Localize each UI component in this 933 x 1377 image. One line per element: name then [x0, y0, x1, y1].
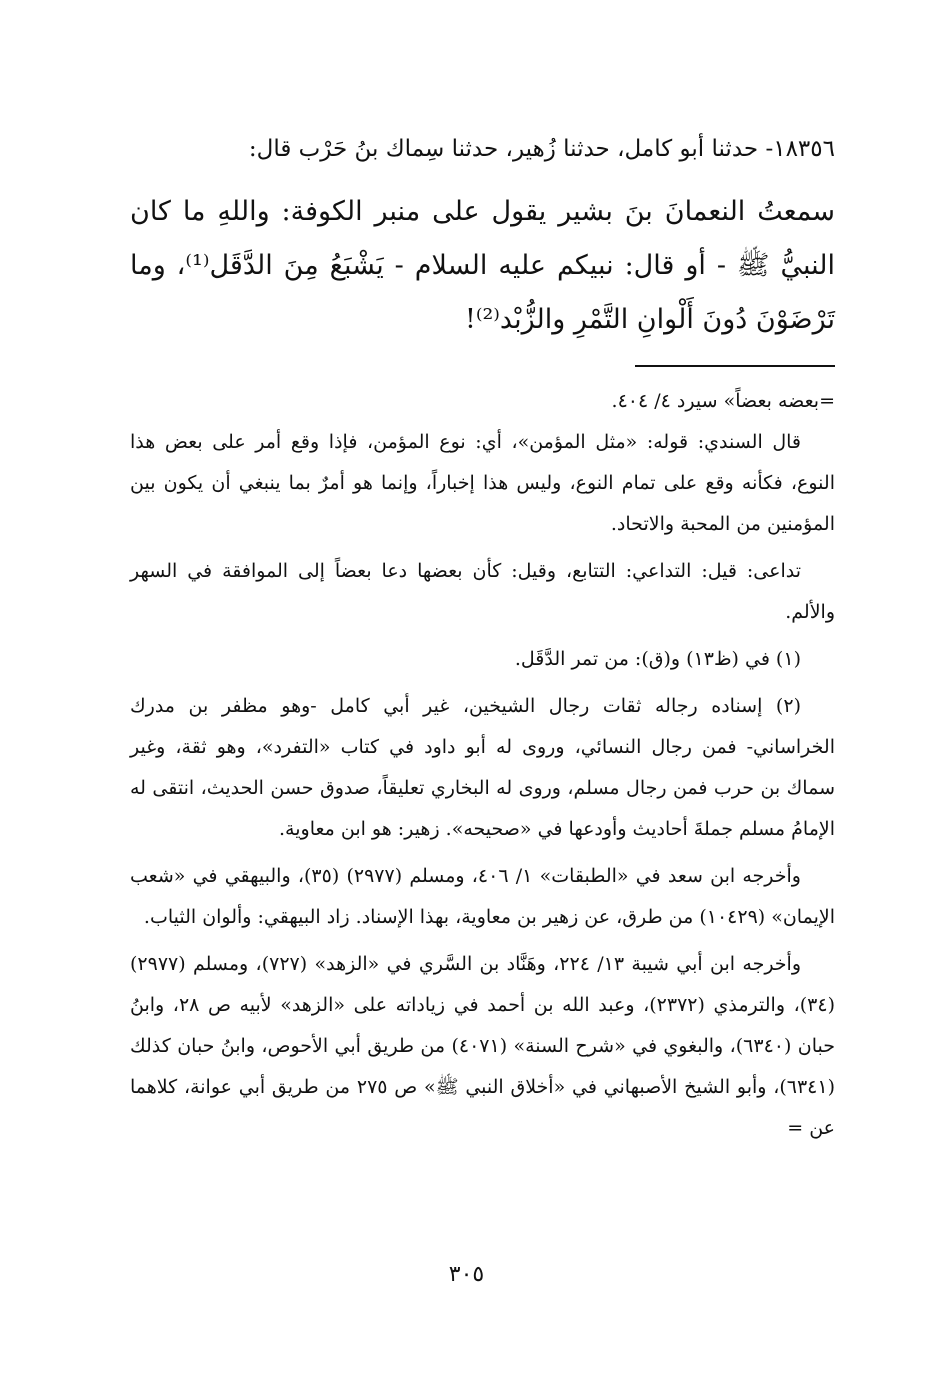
page-body	[130, 128, 835, 1149]
footnotes	[130, 381, 835, 1149]
footnote-2-takhrij-a: وأخرجه ابن سعد في «الطبقات» ١/ ٤٠٦، ومسلم (٢٩٧٧) (٣٥)، والبيهقي في «شعب الإيمان» (١٠٤٢٩) من طرق، عن زهير بن معاوية، بهذا الإسناد. زاد البيهقي: وألوان الثياب.	[130, 865, 835, 928]
hadith-matn: سمعتُ النعمانَ بنَ بشير يقول على منبر الكوفة: واللهِ ما كان النبيُّ ﷺ - أو قال: نبيكم عليه السلام - يَشْبَعُ مِنَ الدَّقَل⁽¹⁾، وما تَرْضَوْنَ دُونَ أَلْوانِ التَّمْرِ والزُّبْد⁽²⁾!	[130, 196, 835, 335]
hadith-isnad: ١٨٣٥٦- حدثنا أبو كامل، حدثنا زُهير، حدثنا سِماك بنُ حَرْب قال:	[248, 136, 835, 162]
page-number: ٣٠٥	[448, 1262, 485, 1287]
footnote-sindi-comment: قال السندي: قوله: «مثل المؤمن»، أي: نوع المؤمن، فإذا وقع أمر على بعض هذا النوع، فكأنه وقع على تمام النوع، وليس هذا إخباراً، وإنما هو أمرٌ بما ينبغي أن يكون بين المؤمنين من المحبة والاتحاد.	[130, 431, 835, 535]
footnote-separator	[635, 365, 835, 367]
footnote-2-takhrij-b: وأخرجه ابن أبي شيبة ١٣/ ٢٢٤، وهَنَّاد بن السَّري في «الزهد» (٧٢٧)، ومسلم (٢٩٧٧) (٣٤)، والترمذي (٢٣٧٢)، وعبد الله بن أحمد في زياداته على «الزهد» لأبيه ص ٢٨، وابنُ حبان (٦٣٤٠)، والبغوي في «شرح السنة» (٤٠٧١) من طريق أبي الأحوص، وابنُ حبان كذلك (٦٣٤١)، وأبو الشيخ الأصبهاني في «أخلاق النبي ﷺ» ص ٢٧٥ من طريق أبي عوانة، كلاهما عن =	[130, 953, 835, 1139]
footnote-1: (١) في (ظ١٣) و(ق): من تمر الدَّقَل.	[514, 648, 801, 670]
footnote-tadaa-comment: تداعى: قيل: التداعي: التتابع، وقيل: كأن بعضها دعا بعضاً إلى الموافقة في السهر والألم.	[130, 560, 835, 623]
footnote-continuation: =بعضه بعضاً» سيرد ٤/ ٤٠٤.	[611, 390, 835, 412]
footnote-2: (٢) إسناده رجاله ثقات رجال الشيخين، غير أبي كامل -وهو مظفر بن مدرك الخراساني- فمن رجال النسائي، وروى له أبو داود في كتاب «التفرد»، وهو ثقة، وغير سماك بن حرب فمن رجال مسلم، وروى له البخاري تعليقاً، صدوق حسن الحديث، انتقى له الإمامُ مسلم جملةَ أحاديث وأودعها في «صحيحه». زهير: هو ابن معاوية.	[130, 695, 835, 840]
